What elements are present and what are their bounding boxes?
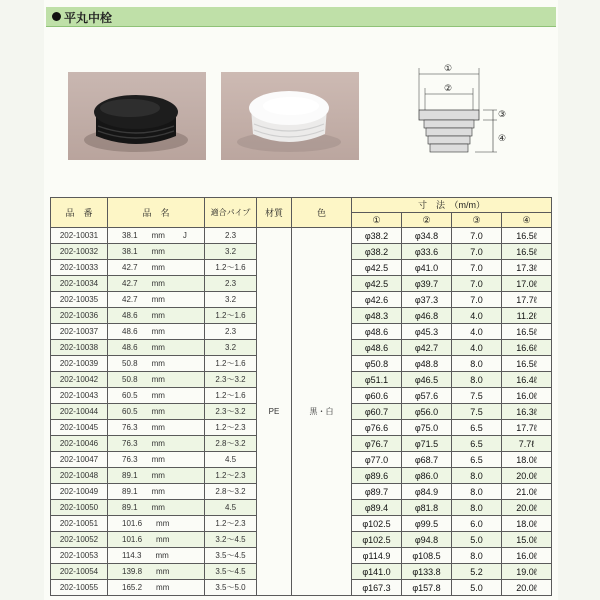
dim-3-value: 8.0 [452, 468, 502, 484]
dim-2-value: φ46.5 [402, 372, 452, 388]
product-name [108, 548, 205, 564]
product-size: 76.3 [122, 438, 138, 448]
product-code: 202-10031 [51, 228, 108, 244]
product-size-unit: mm [151, 262, 165, 272]
dim-3-value: 7.5 [452, 404, 502, 420]
header-dim-3: ③ [452, 213, 502, 228]
dim-2-value: φ56.0 [402, 404, 452, 420]
product-size-unit: mm [151, 486, 165, 496]
compatible-pipe: 1.2～1.6 [205, 356, 257, 372]
dim-label-3: ③ [498, 110, 507, 120]
white-cap-photo [221, 72, 359, 160]
product-size-unit: mm [155, 550, 169, 560]
dim-3-value: 7.5 [452, 388, 502, 404]
dim-2-value: φ46.8 [402, 308, 452, 324]
compatible-pipe: 4.5 [205, 500, 257, 516]
product-size-unit: mm [151, 294, 165, 304]
dim-2-value: φ86.0 [402, 468, 452, 484]
compatible-pipe: 3.2 [205, 292, 257, 308]
product-name [108, 404, 205, 420]
color-cell: 黒・白 [292, 228, 352, 596]
product-size-unit: mm [151, 342, 165, 352]
dim-4-value: 19.0ℓ [502, 564, 552, 580]
product-size-unit: mm [151, 470, 165, 480]
product-name [108, 356, 205, 372]
header-name: 品 名 [108, 198, 205, 228]
product-code: 202-10032 [51, 244, 108, 260]
dim-1-value: φ102.5 [352, 516, 402, 532]
dim-3-value: 4.0 [452, 324, 502, 340]
compatible-pipe: 2.8～3.2 [205, 436, 257, 452]
product-size: 89.1 [122, 502, 138, 512]
product-size: 101.6 [122, 534, 143, 544]
product-size-unit: mm [151, 374, 165, 384]
product-size-unit: mm [151, 406, 165, 416]
product-code: 202-10050 [51, 500, 108, 516]
dim-1-value: φ102.5 [352, 532, 402, 548]
product-size: 38.1 [122, 246, 138, 256]
product-code: 202-10043 [51, 388, 108, 404]
dim-2-value: φ39.7 [402, 276, 452, 292]
product-size: 76.3 [122, 422, 138, 432]
product-code: 202-10053 [51, 548, 108, 564]
material-cell: PE [257, 228, 292, 596]
product-size: 50.8 [122, 374, 138, 384]
bullet-icon [52, 12, 61, 21]
spec-table [50, 197, 552, 596]
compatible-pipe: 2.3 [205, 228, 257, 244]
dim-3-value: 4.0 [452, 308, 502, 324]
product-name [108, 388, 205, 404]
dim-2-value: φ41.0 [402, 260, 452, 276]
compatible-pipe: 3.5～5.0 [205, 580, 257, 596]
product-name [108, 244, 205, 260]
compatible-pipe: 1.2～1.6 [205, 388, 257, 404]
dim-3-value: 5.2 [452, 564, 502, 580]
dim-4-value: 17.7ℓ [502, 292, 552, 308]
product-code: 202-10034 [51, 276, 108, 292]
dim-1-value: φ42.5 [352, 276, 402, 292]
dim-4-value: 18.0ℓ [502, 452, 552, 468]
dim-1-value: φ51.1 [352, 372, 402, 388]
product-size-unit: mm [151, 438, 165, 448]
dim-4-value: 17.7ℓ [502, 420, 552, 436]
dim-2-value: φ68.7 [402, 452, 452, 468]
product-size-unit: mm [151, 310, 165, 320]
dim-3-value: 8.0 [452, 356, 502, 372]
product-size: 101.6 [122, 518, 143, 528]
product-size: 76.3 [122, 454, 138, 464]
dim-1-value: φ38.2 [352, 228, 402, 244]
dim-1-value: φ141.0 [352, 564, 402, 580]
product-code: 202-10038 [51, 340, 108, 356]
product-size: 60.5 [122, 406, 138, 416]
dim-3-value: 4.0 [452, 340, 502, 356]
product-size-unit: mm [151, 390, 165, 400]
product-size-unit: mm [151, 422, 165, 432]
dim-label-2: ② [444, 84, 453, 94]
product-size-unit: mm [156, 518, 170, 528]
dim-3-value: 8.0 [452, 500, 502, 516]
dim-4-value: 7.7ℓ [502, 436, 552, 452]
product-code: 202-10055 [51, 580, 108, 596]
section-title: 平丸中栓 [64, 11, 113, 25]
compatible-pipe: 1.2～1.6 [205, 308, 257, 324]
product-name [108, 292, 205, 308]
section-title-bar [46, 7, 556, 27]
compatible-pipe: 2.3 [205, 276, 257, 292]
product-name [108, 436, 205, 452]
dim-3-value: 7.0 [452, 276, 502, 292]
dim-4-value: 21.0ℓ [502, 484, 552, 500]
dim-1-value: φ60.6 [352, 388, 402, 404]
dimension-drawing [405, 62, 535, 172]
product-size: 48.6 [122, 326, 138, 336]
dim-1-value: φ48.6 [352, 340, 402, 356]
product-code: 202-10049 [51, 484, 108, 500]
product-size: 38.1 [122, 230, 138, 240]
dim-4-value: 16.0ℓ [502, 388, 552, 404]
dim-4-value: 16.0ℓ [502, 548, 552, 564]
product-size-unit: mm [151, 230, 165, 240]
product-name [108, 564, 205, 580]
dim-2-value: φ34.8 [402, 228, 452, 244]
product-code: 202-10035 [51, 292, 108, 308]
compatible-pipe: 3.5～4.5 [205, 548, 257, 564]
dim-1-value: φ89.6 [352, 468, 402, 484]
product-code: 202-10054 [51, 564, 108, 580]
product-code: 202-10048 [51, 468, 108, 484]
product-size: 42.7 [122, 294, 138, 304]
dim-3-value: 6.0 [452, 516, 502, 532]
dim-2-value: φ133.8 [402, 564, 452, 580]
dim-2-value: φ84.9 [402, 484, 452, 500]
product-code: 202-10044 [51, 404, 108, 420]
compatible-pipe: 2.3 [205, 324, 257, 340]
dim-3-value: 6.5 [452, 452, 502, 468]
product-name [108, 516, 205, 532]
dim-2-value: φ71.5 [402, 436, 452, 452]
product-code: 202-10039 [51, 356, 108, 372]
compatible-pipe: 1.2～2.3 [205, 420, 257, 436]
compatible-pipe: 3.5～4.5 [205, 564, 257, 580]
header-material: 材質 [257, 198, 292, 228]
dim-3-value: 5.0 [452, 532, 502, 548]
dim-4-value: 16.6ℓ [502, 340, 552, 356]
table-row [51, 228, 552, 244]
product-size: 89.1 [122, 470, 138, 480]
header-code: 品 番 [51, 198, 108, 228]
dimension-diagram [405, 62, 535, 172]
product-mark: J [182, 230, 187, 240]
product-size-unit: mm [151, 326, 165, 336]
dim-4-value: 11.2ℓ [502, 308, 552, 324]
product-code: 202-10047 [51, 452, 108, 468]
dim-2-value: φ157.8 [402, 580, 452, 596]
product-size-unit: mm [151, 278, 165, 288]
compatible-pipe: 2.3～3.2 [205, 372, 257, 388]
product-name [108, 228, 205, 244]
product-size-unit: mm [151, 358, 165, 368]
product-size: 50.8 [122, 358, 138, 368]
compatible-pipe: 3.2 [205, 340, 257, 356]
product-size: 89.1 [122, 486, 138, 496]
product-code: 202-10037 [51, 324, 108, 340]
dim-3-value: 7.0 [452, 228, 502, 244]
product-code: 202-10045 [51, 420, 108, 436]
dim-3-value: 7.0 [452, 244, 502, 260]
dim-2-value: φ42.7 [402, 340, 452, 356]
compatible-pipe: 4.5 [205, 452, 257, 468]
dim-1-value: φ60.7 [352, 404, 402, 420]
dim-4-value: 16.5ℓ [502, 324, 552, 340]
product-size: 42.7 [122, 262, 138, 272]
product-size: 139.8 [122, 566, 143, 576]
dim-2-value: φ33.6 [402, 244, 452, 260]
header-dim-2: ② [402, 213, 452, 228]
product-code: 202-10042 [51, 372, 108, 388]
product-size: 60.5 [122, 390, 138, 400]
dim-1-value: φ50.8 [352, 356, 402, 372]
black-cap-photo [68, 72, 206, 160]
dim-3-value: 6.5 [452, 436, 502, 452]
dim-label-1: ① [444, 64, 453, 74]
dim-1-value: φ48.6 [352, 324, 402, 340]
dim-1-value: φ114.9 [352, 548, 402, 564]
dim-1-value: φ76.7 [352, 436, 402, 452]
product-size-unit: mm [151, 502, 165, 512]
product-code: 202-10051 [51, 516, 108, 532]
product-size-unit: mm [156, 566, 170, 576]
product-size: 42.7 [122, 278, 138, 288]
dim-4-value: 18.0ℓ [502, 516, 552, 532]
dim-1-value: φ167.3 [352, 580, 402, 596]
dim-4-value: 20.0ℓ [502, 468, 552, 484]
dim-1-value: φ77.0 [352, 452, 402, 468]
dim-2-value: φ48.8 [402, 356, 452, 372]
dim-2-value: φ81.8 [402, 500, 452, 516]
product-name [108, 580, 205, 596]
dim-1-value: φ89.7 [352, 484, 402, 500]
product-size: 48.6 [122, 342, 138, 352]
dim-4-value: 16.3ℓ [502, 404, 552, 420]
product-name [108, 484, 205, 500]
dim-1-value: φ76.6 [352, 420, 402, 436]
dim-1-value: φ38.2 [352, 244, 402, 260]
dim-2-value: φ57.6 [402, 388, 452, 404]
product-code: 202-10046 [51, 436, 108, 452]
dim-3-value: 8.0 [452, 484, 502, 500]
compatible-pipe: 1.2～2.3 [205, 468, 257, 484]
dim-3-value: 8.0 [452, 548, 502, 564]
product-name [108, 308, 205, 324]
dim-1-value: φ42.5 [352, 260, 402, 276]
dim-4-value: 20.0ℓ [502, 580, 552, 596]
dim-3-value: 6.5 [452, 420, 502, 436]
compatible-pipe: 1.2～2.3 [205, 516, 257, 532]
header-color: 色 [292, 198, 352, 228]
dim-4-value: 17.3ℓ [502, 260, 552, 276]
compatible-pipe: 2.8～3.2 [205, 484, 257, 500]
product-name [108, 276, 205, 292]
dim-4-value: 20.0ℓ [502, 500, 552, 516]
product-name [108, 260, 205, 276]
black-cap-image [68, 72, 206, 160]
product-code: 202-10033 [51, 260, 108, 276]
product-size-unit: mm [151, 454, 165, 464]
white-cap-image [221, 72, 359, 160]
header-pipe: 適合パイプ [205, 198, 257, 228]
dim-2-value: φ99.5 [402, 516, 452, 532]
product-name [108, 500, 205, 516]
dim-3-value: 7.0 [452, 292, 502, 308]
product-name [108, 452, 205, 468]
product-name [108, 532, 205, 548]
product-size: 48.6 [122, 310, 138, 320]
dim-4-value: 17.0ℓ [502, 276, 552, 292]
dim-2-value: φ75.0 [402, 420, 452, 436]
dim-label-4: ④ [498, 134, 507, 144]
product-name [108, 324, 205, 340]
dim-2-value: φ108.5 [402, 548, 452, 564]
product-name [108, 468, 205, 484]
header-dim-4: ④ [502, 213, 552, 228]
product-size-unit: mm [151, 246, 165, 256]
product-name [108, 372, 205, 388]
product-size-unit: mm [156, 582, 170, 592]
dim-4-value: 16.4ℓ [502, 372, 552, 388]
compatible-pipe: 3.2 [205, 244, 257, 260]
product-name [108, 420, 205, 436]
dim-2-value: φ45.3 [402, 324, 452, 340]
dim-4-value: 16.5ℓ [502, 356, 552, 372]
product-name [108, 340, 205, 356]
dim-2-value: φ37.3 [402, 292, 452, 308]
compatible-pipe: 3.2～4.5 [205, 532, 257, 548]
dim-1-value: φ48.3 [352, 308, 402, 324]
product-size-unit: mm [156, 534, 170, 544]
header-dimensions: 寸 法 （m/m） [352, 198, 552, 213]
dim-1-value: φ42.6 [352, 292, 402, 308]
dim-4-value: 15.0ℓ [502, 532, 552, 548]
compatible-pipe: 2.3～3.2 [205, 404, 257, 420]
header-dim-1: ① [352, 213, 402, 228]
dim-3-value: 7.0 [452, 260, 502, 276]
dim-2-value: φ94.8 [402, 532, 452, 548]
product-code: 202-10052 [51, 532, 108, 548]
dim-1-value: φ89.4 [352, 500, 402, 516]
dim-4-value: 16.5ℓ [502, 244, 552, 260]
spec-table-body [51, 228, 552, 596]
dim-3-value: 5.0 [452, 580, 502, 596]
dim-3-value: 8.0 [452, 372, 502, 388]
product-code: 202-10036 [51, 308, 108, 324]
product-size: 165.2 [122, 582, 143, 592]
compatible-pipe: 1.2～1.6 [205, 260, 257, 276]
dim-4-value: 16.5ℓ [502, 228, 552, 244]
product-size: 114.3 [122, 550, 142, 560]
